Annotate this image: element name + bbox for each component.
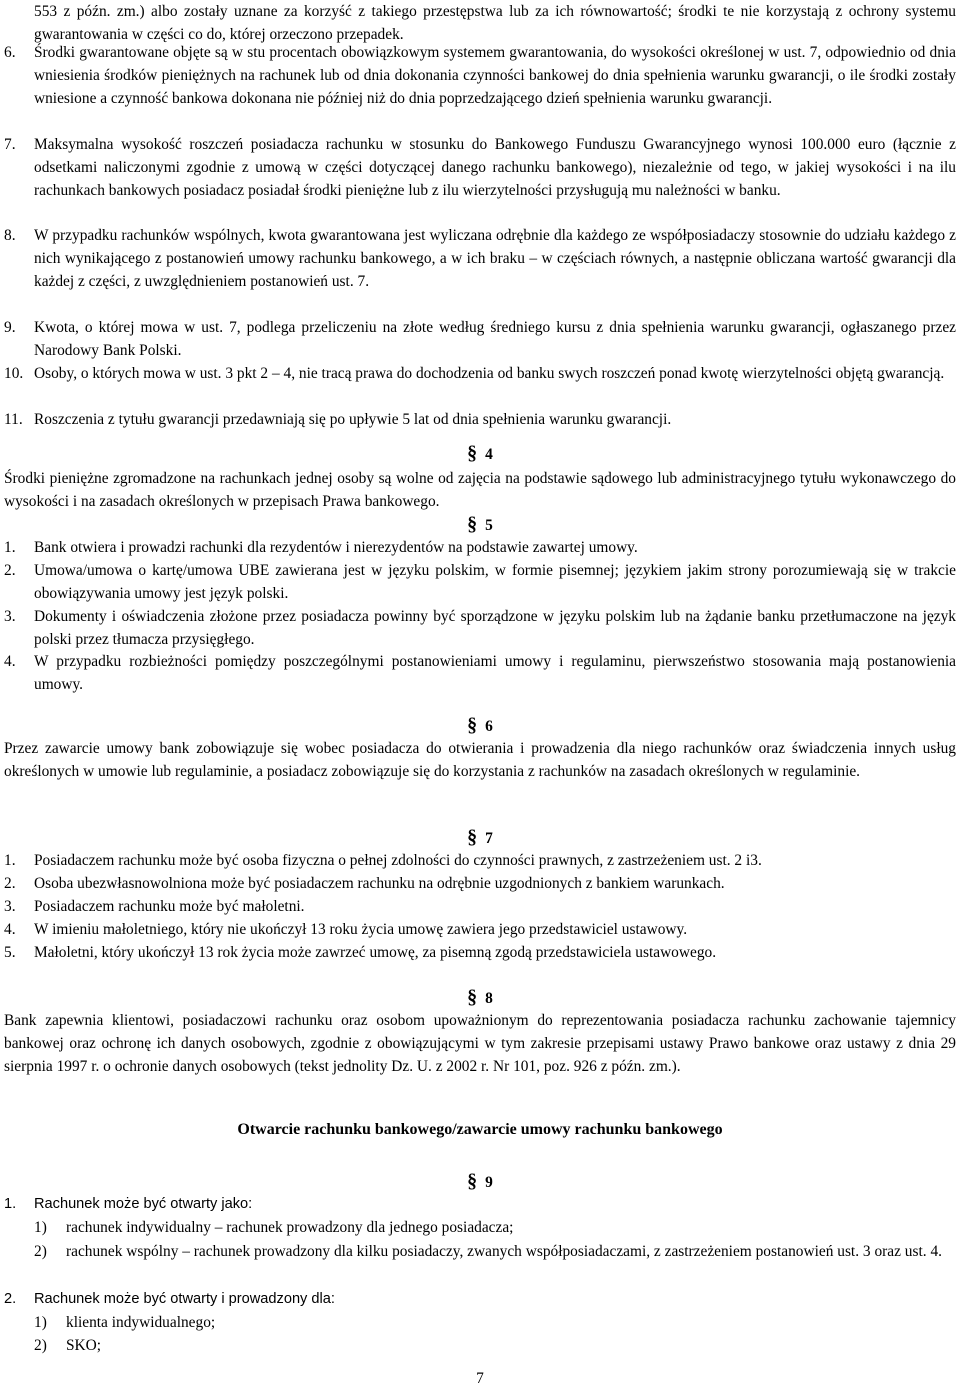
- list-item: 1. Posiadaczem rachunku może być osoba fizyczna o pełnej zdolności do czynności prawnych, z zastrzeżeniem ust. 2 i3.: [4, 852, 762, 869]
- list-item: 9. Kwota, o której mowa w ust. 7, podlega przeliczeniu na złote według średniego kursu z dnia spełnienia warunku gwarancji, ogłaszanego przez Narodowy Bank Polski.: [4, 319, 956, 360]
- list-item: 3. Dokumenty i oświadczenia złożone przez posiadacza powinny być sporządzone w języku polskim lub na żądanie banku przetłumaczone na język polski przez tłumacza przysięgłego.: [4, 608, 956, 649]
- list-item: 5. Małoletni, który ukończył 13 rok życia może zawrzeć umowę, za pisemną zgodą przedstawiciela ustawowego.: [4, 944, 717, 961]
- section-6-paragraph: Przez zawarcie umowy bank zobowiązuje się wobec posiadacza do otwierania i prowadzenia dla niego rachunków oraz świadczenia innych usług określonych w umowie lub regulaminie, a posiadacz zobowiązuje się do korzystania z rachunków na zasadach określonych w regulaminie.: [4, 740, 956, 781]
- section-heading-5: § 5: [467, 513, 493, 535]
- sub-list-item: 1) rachunek indywidualny – rachunek prowadzony dla jednego posiadacza;: [34, 1219, 514, 1236]
- list-item: 7. Maksymalna wysokość roszczeń posiadacza rachunku w stosunku do Bankowego Funduszu Gwarancyjnego wynosi 100.000 euro (łącznie z odsetkami naliczonymi zgodnie z umową w części dotyczącej danego rachunku bankowego), niezależnie od tego, w jakiej wysokości i na ilu rachunkach bankowych posiadacz posiadał środki pieniężne lub z ilu wierzytelności przysługują mu należności w banku.: [4, 136, 956, 200]
- list-item: 3. Posiadaczem rachunku może być małoletni.: [4, 898, 305, 915]
- list-item: 2. Osoba ubezwłasnowolniona może być posiadaczem rachunku na odrębnie uzgodnionych z bankiem warunkach.: [4, 875, 725, 892]
- continued-paragraph: 553 z późn. zm.) albo zostały uznane za korzyść z takiego przestępstwa lub za ich równowartość; środki te nie korzystają z ochrony systemu gwarantowania w części co do, której orzeczono przepadek.: [34, 3, 956, 44]
- list-item: 1. Rachunek może być otwarty jako:: [4, 1196, 253, 1212]
- sub-list-item: 2) rachunek wspólny – rachunek prowadzony dla kilku posiadaczy, zwanych współposiadaczami, z zastrzeżeniem postanowień ust. 3 oraz ust. 4.: [34, 1243, 942, 1260]
- list-item: 11. Roszczenia z tytułu gwarancji przedawniają się po upływie 5 lat od dnia spełnienia warunku gwarancji.: [4, 411, 672, 428]
- section-heading-7: § 7: [467, 826, 493, 848]
- list-item: 10. Osoby, o których mowa w ust. 3 pkt 2 – 4, nie tracą prawa do dochodzenia od banku swych roszczeń ponad kwotę wierzytelności objętą gwarancją.: [4, 365, 945, 382]
- list-item: 8. W przypadku rachunków wspólnych, kwota gwarantowana jest wyliczana odrębnie dla każdego ze współposiadaczy stosownie do udziału każdego z nich wynikającego z postanowień umowy rachunku bankowego, a w ich braku – w częściach równych, a następnie obliczana wartość gwarancji dla każdej z części, z uwzględnieniem postanowień ust. 7.: [4, 227, 956, 291]
- list-item: 4. W imieniu małoletniego, który nie ukończył 13 roku życia umowę zawiera jego przedstawiciel ustawowy.: [4, 921, 688, 938]
- section-heading-6: § 6: [467, 714, 493, 736]
- list-item: 2. Rachunek może być otwarty i prowadzony dla:: [4, 1291, 335, 1307]
- page-number: 7: [476, 1370, 484, 1387]
- section-heading-8: § 8: [467, 986, 493, 1008]
- list-item: 6. Środki gwarantowane objęte są w stu procentach obowiązkowym systemem gwarantowania, do wysokości określonej w ust. 7, odpowiednio od dnia wniesienia środków pieniężnych na rachunek lub od dnia dokonania czynności bankowej do dnia spełnienia warunku gwarancji, o ile środki zostały wniesione a czynność bankowa dokonana nie później niż do dnia poprzedzającego dzień spełnienia warunku gwarancji.: [4, 44, 956, 108]
- sub-list-item: 2) SKO;: [34, 1337, 102, 1354]
- section-4-paragraph: Środki pieniężne zgromadzone na rachunkach jednej osoby są wolne od zajęcia na podstawie sądowego lub administracyjnego tytułu wykonawczego do wysokości i na zasadach określonych w przepisach Prawa bankowego.: [4, 470, 956, 511]
- section-heading-9: § 9: [467, 1170, 493, 1192]
- list-item: 2. Umowa/umowa o kartę/umowa UBE zawierana jest w języku polskim, w formie pisemnej; językiem jakim strony porozumiewają się w trakcie obowiązywania umowy jest język polski.: [4, 562, 956, 603]
- section-heading-4: § 4: [467, 442, 493, 464]
- list-item: 1. Bank otwiera i prowadzi rachunki dla rezydentów i nierezydentów na podstawie zawartej umowy.: [4, 539, 638, 556]
- chapter-heading: Otwarcie rachunku bankowego/zawarcie umowy rachunku bankowego: [237, 1121, 723, 1138]
- section-8-paragraph: Bank zapewnia klientowi, posiadaczowi rachunku oraz osobom upoważnionym do reprezentowania posiadacza rachunku zachowanie tajemnicy bankowej oraz ochronę ich danych osobowych, zgodnie z obowiązującymi w tym zakresie przepisami ustawy Prawo bankowe oraz ustawy z dnia 29 sierpnia 1997 r. o ochronie danych osobowych (tekst jednolity Dz. U. z 2002 r. Nr 101, poz. 926 z późn. zm.).: [4, 1012, 956, 1076]
- sub-list-item: 1) klienta indywidualnego;: [34, 1314, 216, 1331]
- list-item: 4. W przypadku rozbieżności pomiędzy poszczególnymi postanowieniami umowy i regulaminu, pierwszeństwo stosowania mają postanowienia umowy.: [4, 653, 956, 694]
